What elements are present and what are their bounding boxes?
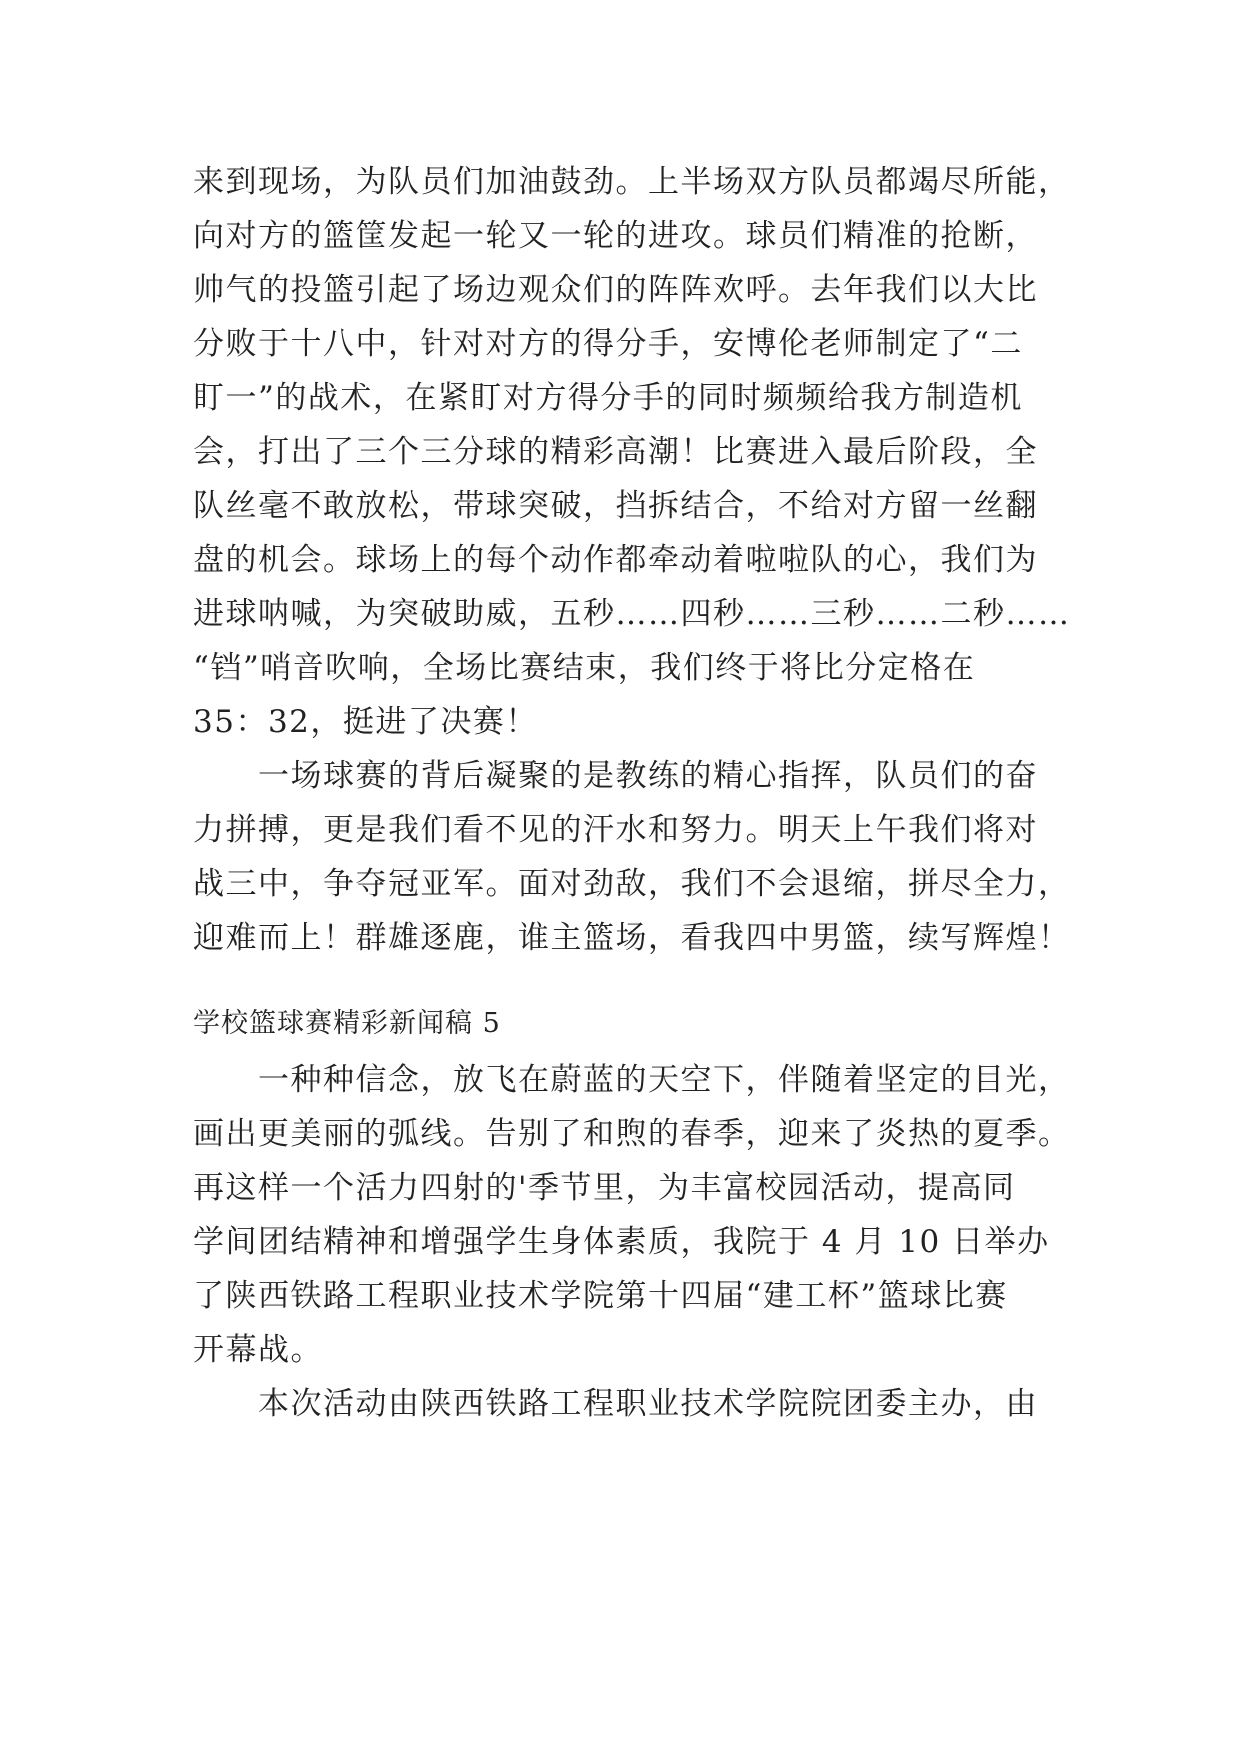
paragraph-line: 分败于十八中，针对对方的得分手，安博伦老师制定了“二 [193,326,1023,362]
paragraph-line: 学间团结精神和增强学生身体素质，我院于 4 月 10 日举办 [193,1224,1050,1260]
paragraph-line: 队丝毫不敢放松，带球突破，挡拆结合，不给对方留一丝翻 [193,488,1038,524]
paragraph-line: 本次活动由陕西铁路工程职业技术学院院团委主办，由 [193,1386,1038,1422]
paragraph-line: 帅气的投篮引起了场边观众们的阵阵欢呼。去年我们以大比 [193,272,1038,308]
paragraph-line: 向对方的篮筐发起一轮又一轮的进攻。球员们精准的抢断， [193,218,1038,254]
paragraph-line: 了陕西铁路工程职业技术学院第十四届“建工杯”篮球比赛 [193,1278,1008,1314]
paragraph-line: 会，打出了三个三分球的精彩高潮！比赛进入最后阶段，全 [193,434,1038,470]
paragraph-line: 再这样一个活力四射的'季节里，为丰富校园活动，提高同 [193,1170,1016,1206]
paragraph-line: 迎难而上！群雄逐鹿，谁主篮场，看我四中男篮，续写辉煌！ [193,920,1071,956]
paragraph-line: 进球呐喊，为突破助威，五秒……四秒……三秒……二秒…… [193,596,1071,632]
paragraph-line: 盘的机会。球场上的每个动作都牵动着啦啦队的心，我们为 [193,542,1038,578]
section-heading: 学校篮球赛精彩新闻稿 5 [193,1008,501,1039]
paragraph-line: 战三中，争夺冠亚军。面对劲敌，我们不会退缩，拼尽全力， [193,866,1071,902]
paragraph-line: 画出更美丽的弧线。告别了和煦的春季，迎来了炎热的夏季。 [193,1116,1071,1152]
paragraph-line: 力拼搏，更是我们看不见的汗水和努力。明天上午我们将对 [193,812,1038,848]
paragraph-line: 来到现场，为队员们加油鼓劲。上半场双方队员都竭尽所能， [193,164,1071,200]
paragraph-line: “铛”哨音吹响，全场比赛结束，我们终于将比分定格在 [193,650,976,686]
paragraph-line: 开幕战。 [193,1332,323,1368]
paragraph-line: 一种种信念，放飞在蔚蓝的天空下，伴随着坚定的目光， [193,1062,1071,1098]
paragraph-line: 一场球赛的背后凝聚的是教练的精心指挥，队员们的奋 [193,758,1038,794]
paragraph-line: 35：32，挺进了决赛！ [193,704,538,740]
paragraph-line: 盯一”的战术，在紧盯对方得分手的同时频频给我方制造机 [193,380,1023,416]
